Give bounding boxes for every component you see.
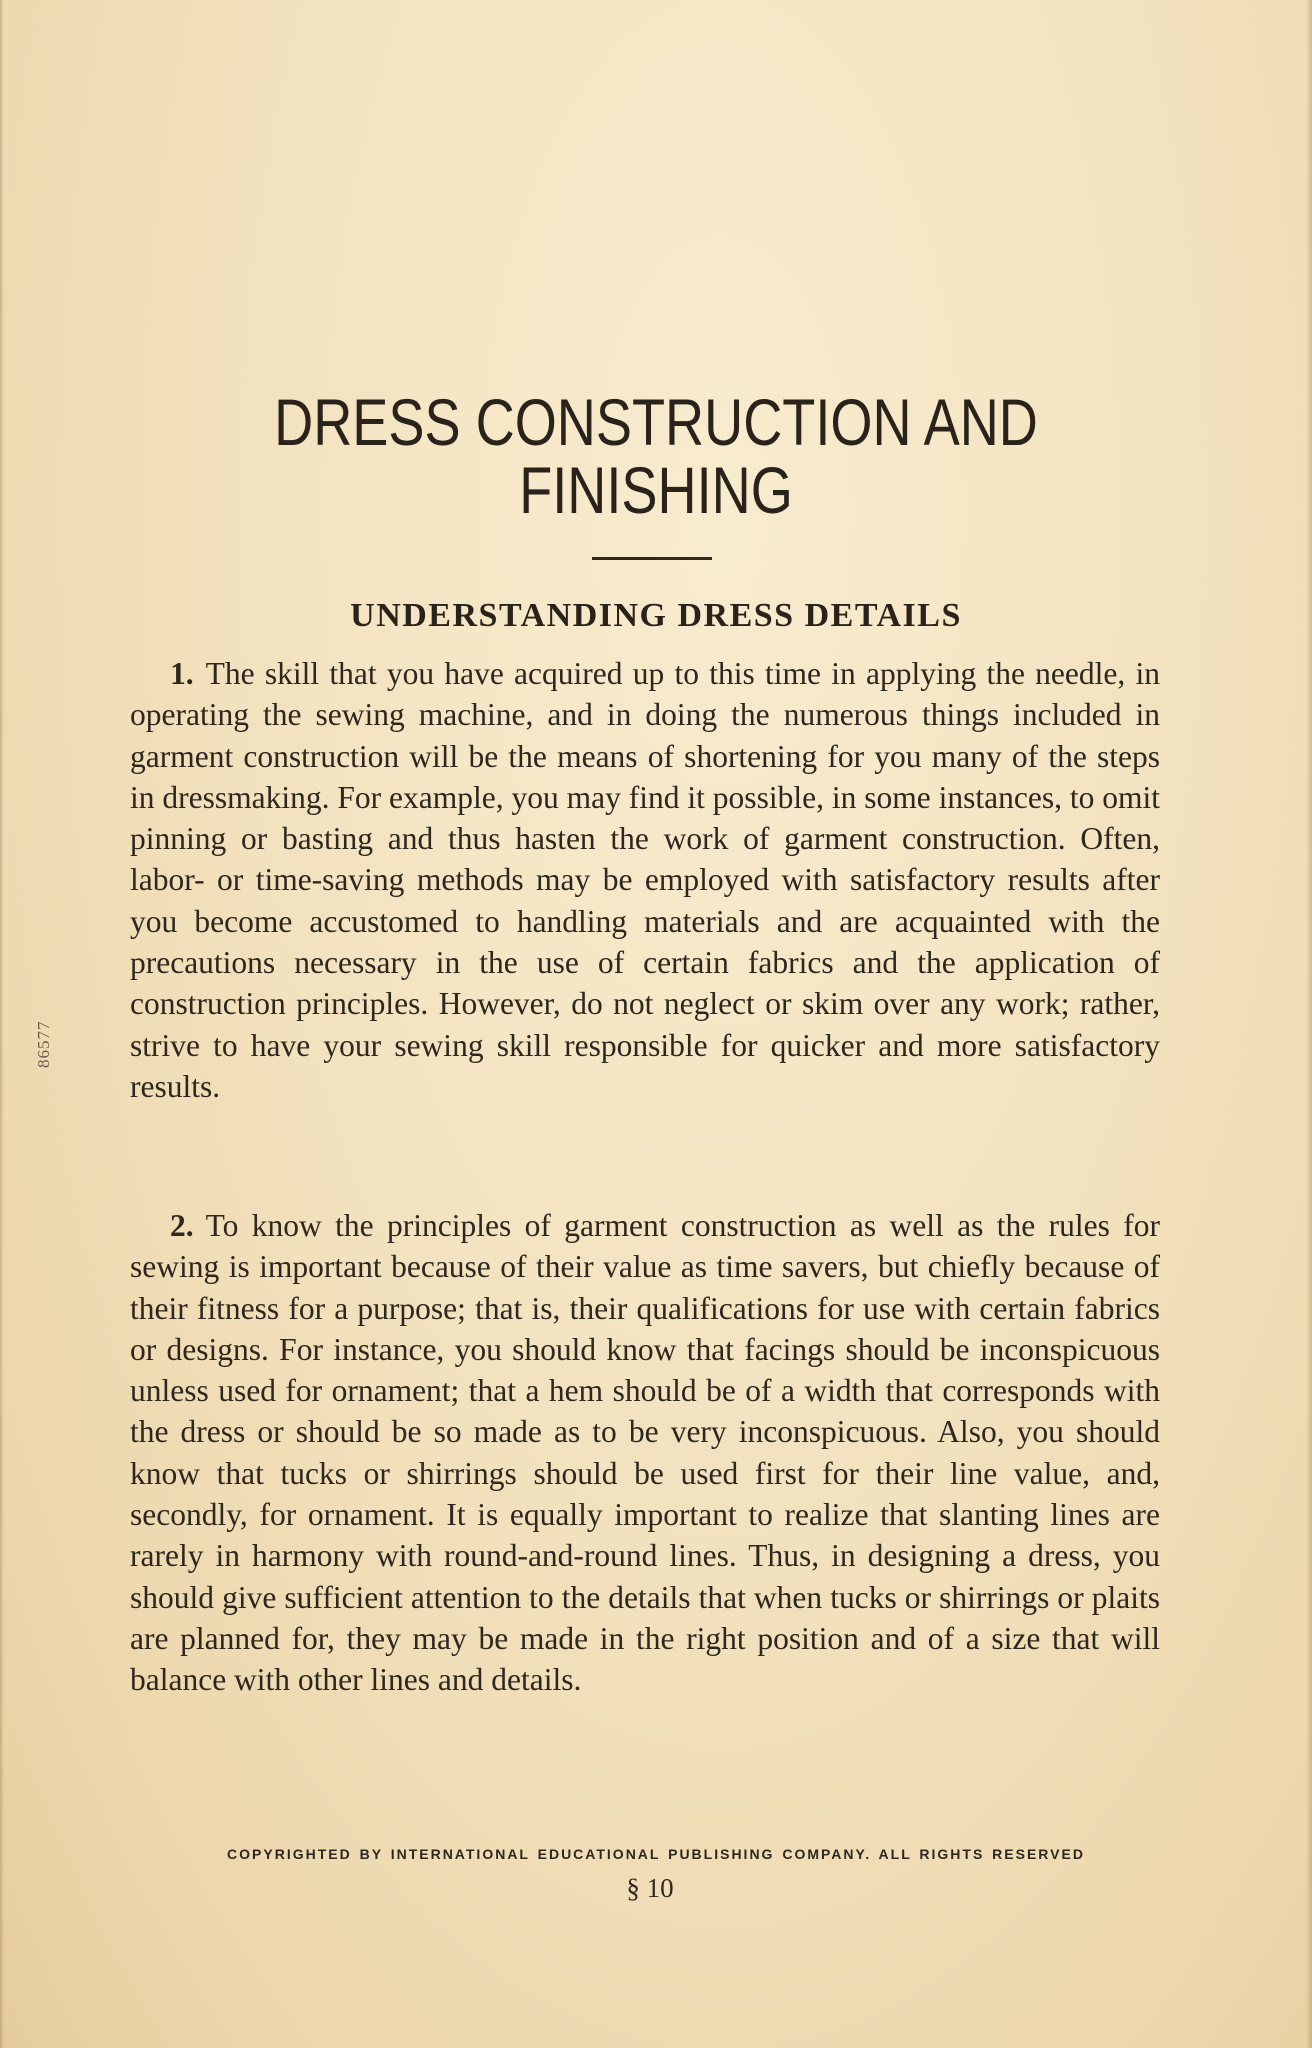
title-line-2: FINISHING: [519, 453, 793, 527]
page-title: [140, 385, 1172, 527]
paragraph-number: 1.: [170, 656, 194, 691]
section-heading: UNDERSTANDING DRESS DETAILS: [350, 597, 962, 634]
paragraph-2: [130, 1205, 1160, 1701]
paragraph-number: 2.: [170, 1208, 194, 1243]
copyright-notice: COPYRIGHTED BY INTERNATIONAL EDUCATIONAL PUBLISHING COMPANY. ALL RIGHTS RESERVED: [227, 1846, 1085, 1862]
paragraph-text: The skill that you have acquired up to this time in applying the needle, in operating the sewing machine, and in doing the numerous things included in garment construction will be the means of shortening for you many of the steps in dressmaking. For example, you may find it possible, in some instances, to omit pinning or basting and thus hasten the work of garment construction. Often, labor- or time-saving methods may be employed with satisfactory results after you become accustomed to handling materials and are acquainted with the precautions necessary in the use of certain fabrics and the application of construction principles. However, do not neglect or skim over any work; rather, strive to have your sewing skill responsible for quicker and more satisfactory results.: [130, 656, 1160, 1104]
page-left-edge: [0, 0, 4, 2048]
title-divider: [592, 557, 712, 560]
title-line-1: DRESS CONSTRUCTION AND: [274, 385, 1038, 459]
section-number: § 10: [626, 1873, 674, 1903]
page-right-edge: [1306, 0, 1312, 2048]
side-stamp-number: 86577: [34, 1020, 53, 1068]
paragraph-text: To know the principles of garment construction as well as the rules for sewing is important because of their value as time savers, but chiefly because of their fitness for a purpose; that is, their qualifications for use with certain fabrics or designs. For instance, you should know that facings should be inconspicuous unless used for ornament; that a hem should be of a width that corresponds with the dress or should be so made as to be very inconspicuous. Also, you should know that tucks or shirrings should be used first for their line value, and, secondly, for ornament. It is equally important to realize that slanting lines are rarely in harmony with round-and-round lines. Thus, in designing a dress, you should give sufficient attention to the details that when tucks or shirrings or plaits are planned for, they may be made in the right position and of a size that will balance with other lines and details.: [130, 1208, 1160, 1698]
paragraph-1: [130, 653, 1160, 1107]
